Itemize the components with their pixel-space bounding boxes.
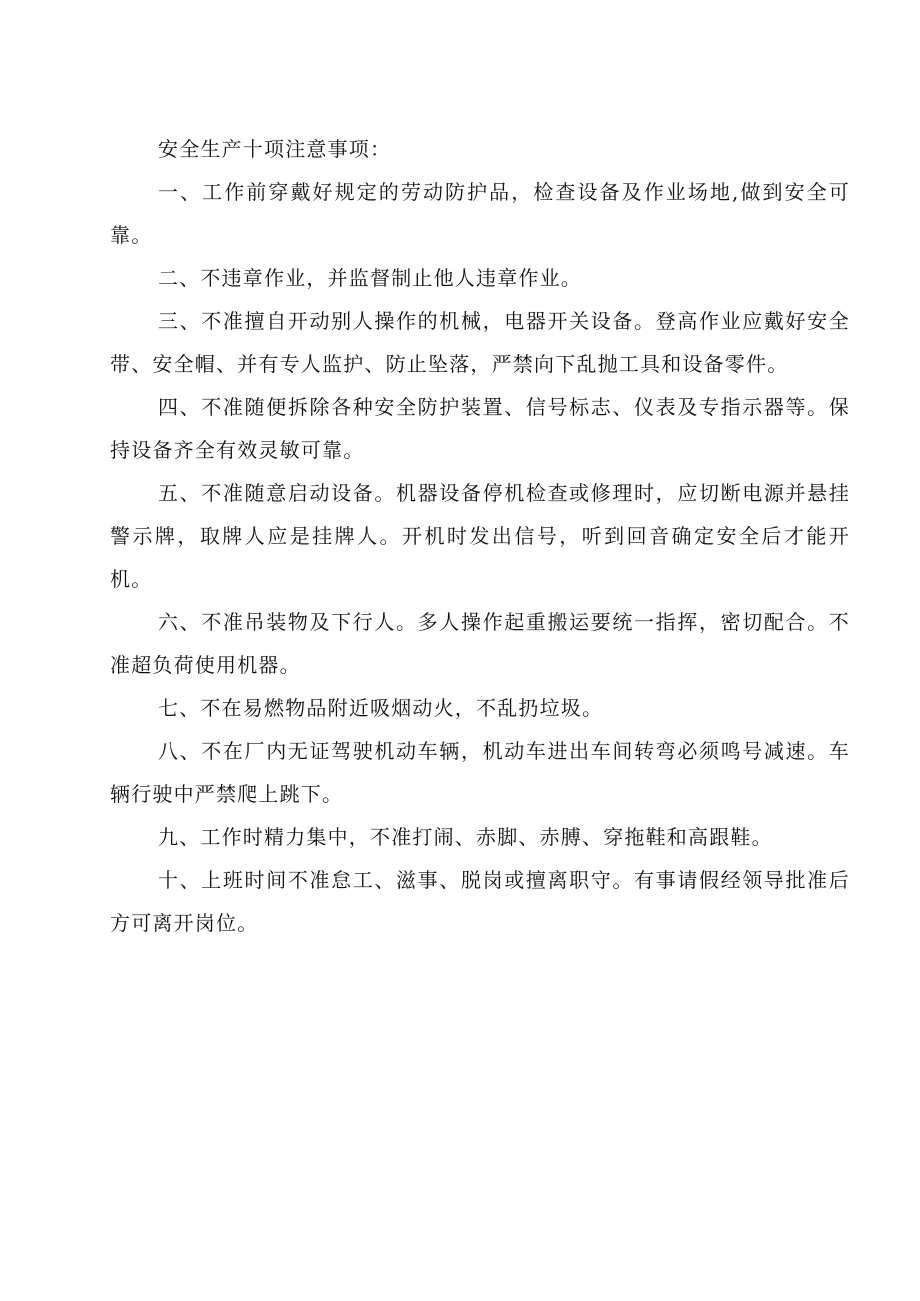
rule-item-3: 三、不准擅自开动别人操作的机械，电器开关设备。登高作业应戴好安全带、安全帽、并有专人监护、防止坠落，严禁向下乱抛工具和设备零件。 (110, 309, 850, 376)
rule-item-10: 十、上班时间不准怠工、滋事、脱岗或擅离职守。有事请假经领导批准后方可离开岗位。 (110, 868, 850, 935)
document-body (110, 128, 850, 945)
rule-item-7: 七、不在易燃物品附近吸烟动火，不乱扔垃圾。 (158, 696, 604, 720)
rule-item-6: 六、不准吊装物及下行人。多人操作起重搬运要统一指挥，密切配合。不准超负荷使用机器。 (110, 610, 850, 677)
rule-item-4: 四、不准随便拆除各种安全防护装置、信号标志、仪表及专指示器等。保持设备齐全有效灵敏可靠。 (110, 395, 850, 462)
document-title: 安全生产十项注意事项： (158, 137, 392, 161)
rule-item-1: 一、工作前穿戴好规定的劳动防护品，检查设备及作业场地,做到安全可靠。 (110, 180, 850, 247)
rule-item-2: 二、不违章作业，并监督制止他人违章作业。 (158, 266, 582, 290)
rule-item-8: 八、不在厂内无证驾驶机动车辆，机动车进出车间转弯必须鸣号减速。车辆行驶中严禁爬上跳下。 (110, 739, 850, 806)
rule-item-9: 九、工作时精力集中，不准打闹、赤脚、赤膊、穿拖鞋和高跟鞋。 (158, 825, 773, 849)
rule-item-5: 五、不准随意启动设备。机器设备停机检查或修理时，应切断电源并悬挂警示牌，取牌人应是挂牌人。开机时发出信号，听到回音确定安全后才能开机。 (110, 481, 850, 591)
